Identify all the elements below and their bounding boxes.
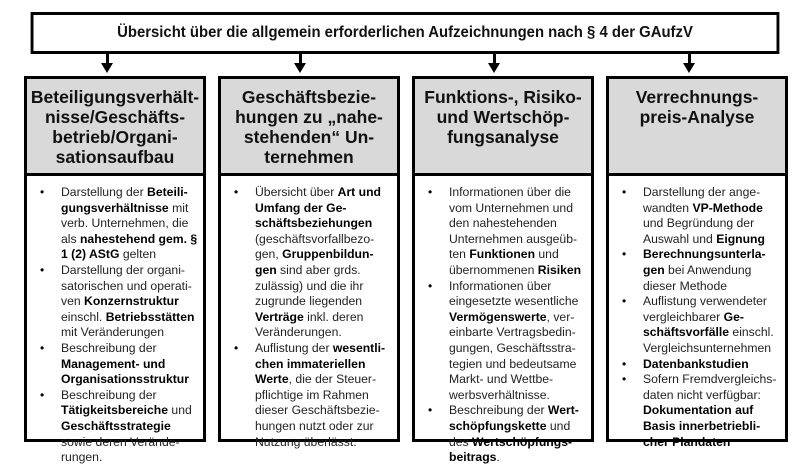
category-heading	[412, 76, 594, 176]
category-details	[412, 176, 594, 465]
category-column-1	[24, 76, 206, 465]
bullet-item: • Beschreibung der Management- und Organisationsstruktur	[61, 341, 199, 388]
bullet-list	[221, 185, 393, 450]
bullet-item: • Beschreibung der Tätigkeitsbereiche und Geschäftsstrategie sowie deren Verände-rungen.	[61, 388, 199, 466]
overview-title: Übersicht über die allgemein erforderlichen Aufzeichnungen nach § 4 der GAufzV	[117, 24, 693, 41]
heading-line: Beteiligungsverhält-	[30, 87, 200, 107]
bullet-item: • Auflistung verwendeter vergleichbarer Ge-schäftsvorfälle einschl. Vergleichsunternehmen	[643, 294, 781, 356]
heading-line: betrieb/Organi-	[52, 127, 178, 147]
bullet-item: • Beschreibung der Wert-schöpfungskette und des Wertschöpfungs-beitrags.	[449, 403, 587, 465]
bullet-item: • Darstellung der Beteili-gungsverhältnisse mit verb. Unternehmen, die als nahestehend gem. § 1 (2) AStG gelten	[61, 185, 199, 263]
category-column-2	[218, 76, 400, 449]
category-column-3	[412, 76, 594, 465]
heading-line: Geschäftsbezie-	[241, 87, 377, 107]
bullet-list	[27, 185, 199, 466]
heading-line: stehenden“ Un-	[243, 127, 375, 147]
heading-line: fungsanalyse	[447, 127, 559, 147]
category-heading	[606, 76, 788, 176]
bullet-item: • Datenbankstudien	[643, 357, 781, 373]
category-details	[218, 176, 400, 449]
bullet-item: • Übersicht über Art und Umfang der Ge-schäftsbeziehungen (geschäftsvorfallbezo-gen, Gruppenbildun-gen sind aber grds. zulässig) und die ihr zugrunde liegenden Verträge inkl. deren Veränderungen.	[255, 185, 393, 341]
bullet-item: • Darstellung der organi-satorischen und operati-ven Konzernstruktur einschl. Betriebsstätten mit Veränderungen	[61, 263, 199, 341]
bullet-item: • Informationen über die vom Unternehmen und den nahestehenden Unternehmen ausgeüb-ten Funktionen und übernommenen Risiken	[449, 185, 587, 279]
category-heading	[24, 76, 206, 176]
category-details	[24, 176, 206, 465]
heading-line: Verrechnungs-	[635, 87, 759, 107]
bullet-item: • Sofern Fremdvergleichs-daten nicht verfügbar: Dokumentation auf Basis innerbetriebli-cher Plandaten	[643, 372, 781, 450]
heading-line: preis-Analyse	[639, 107, 755, 127]
bullet-item: • Darstellung der ange-wandten VP-Methode und Begründung der Auswahl und Eignung	[643, 185, 781, 247]
bullet-list	[415, 185, 587, 466]
overview-title-box	[31, 12, 780, 54]
heading-line: ternehmen	[264, 147, 354, 167]
heading-line: und Wertschöp-	[436, 107, 570, 127]
heading-line: sationsaufbau	[55, 147, 175, 167]
heading-line: hungen zu „nahe-	[235, 107, 383, 127]
bullet-item: • Informationen über eingesetzte wesentliche Vermögenswerte, ver-einbarte Vertragsbedin-gungen, Geschäftsstra-tegien und bedeutsame Markt- und Wettbe-werbsverhältnisse.	[449, 279, 587, 404]
bullet-list	[609, 185, 781, 450]
heading-line: nisse/Geschäfts-	[44, 107, 186, 127]
bullet-item: • Auflistung der wesentli-chen immateriellen Werte, die der Steuer-pflichtige im Rahmen dieser Geschäftsbezie-hungen nutzt oder zur Nutzung überlässt.	[255, 341, 393, 450]
category-column-4	[606, 76, 788, 449]
bullet-item: • Berechnungsunterla-gen bei Anwendung dieser Methode	[643, 247, 781, 294]
category-heading	[218, 76, 400, 176]
heading-line: Funktions-, Risiko-	[424, 87, 582, 107]
category-details	[606, 176, 788, 449]
